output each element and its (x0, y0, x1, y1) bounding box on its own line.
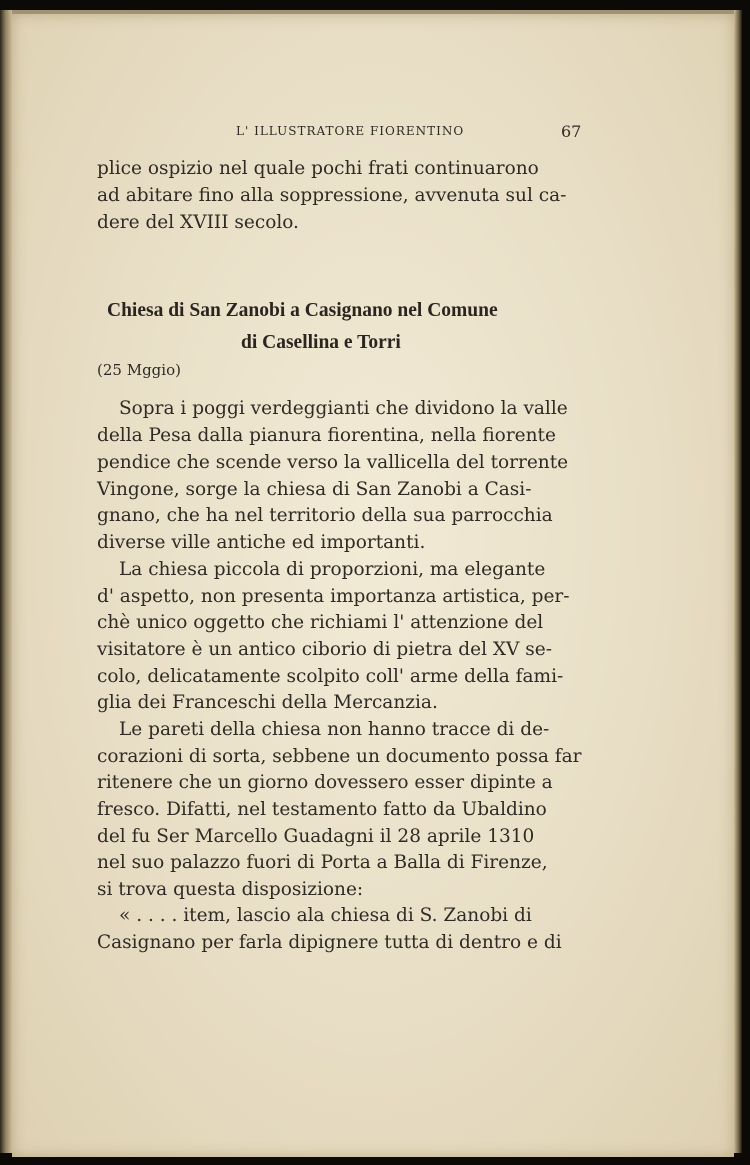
text-line: visitatore è un antico ciborio di pietra del XV se- (97, 639, 552, 660)
text-line: glia dei Franceschi della Mercanzia. (97, 692, 438, 713)
text-line: « . . . . item, lascio ala chiesa di S. Zanobi di (119, 905, 532, 926)
text-line: corazioni di sorta, sebbene un documento possa far (97, 746, 582, 767)
text-line: della Pesa dalla pianura fiorentina, nella fiorente (97, 425, 556, 446)
text-line: Le pareti della chiesa non hanno tracce di de- (119, 719, 550, 740)
text-line: plice ospizio nel quale pochi frati continuarono (97, 158, 539, 179)
page-number: 67 (561, 122, 582, 141)
text-line: ritenere che un giorno dovessero esser dipinte a (97, 772, 553, 793)
text-line: d' aspetto, non presenta importanza artistica, per- (97, 586, 570, 607)
text-line: Sopra i poggi verdeggianti che dividono la valle (119, 398, 568, 419)
book-page (12, 10, 734, 1157)
text-line: colo, delicatamente scolpito coll' arme della fami- (97, 666, 564, 687)
text-line: Vingone, sorge la chiesa di San Zanobi a Casi- (97, 479, 532, 500)
text-line: dere del XVIII secolo. (97, 212, 299, 233)
page-stack-edge (734, 10, 742, 1153)
section-title-continued: di Casellina e Torri (241, 332, 401, 353)
section-title: Chiesa di San Zanobi a Casignano nel Comune (107, 300, 498, 321)
running-title: L' ILLUSTRATORE FIORENTINO (236, 124, 465, 138)
text-line: Casignano per farla dipignere tutta di dentro e di (97, 932, 562, 953)
text-line: pendice che scende verso la vallicella del torrente (97, 452, 569, 473)
text-line: fresco. Difatti, nel testamento fatto da Ubaldino (97, 799, 547, 820)
text-line: chè unico oggetto che richiami l' attenzione del (97, 612, 544, 633)
text-line: si trova questa disposizione: (97, 879, 364, 900)
book-spine-edge (0, 10, 12, 1153)
text-line: nel suo palazzo fuori di Porta a Balla di Firenze, (97, 852, 548, 873)
section-date: (25 Mggio) (97, 361, 181, 379)
text-line: gnano, che ha nel territorio della sua parrocchia (97, 505, 553, 526)
text-line: La chiesa piccola di proporzioni, ma elegante (119, 559, 546, 580)
text-line: ad abitare fino alla soppressione, avvenuta sul ca- (97, 185, 567, 206)
text-line: diverse ville antiche ed importanti. (97, 532, 426, 553)
text-line: del fu Ser Marcello Guadagni il 28 aprile 1310 (97, 826, 535, 847)
